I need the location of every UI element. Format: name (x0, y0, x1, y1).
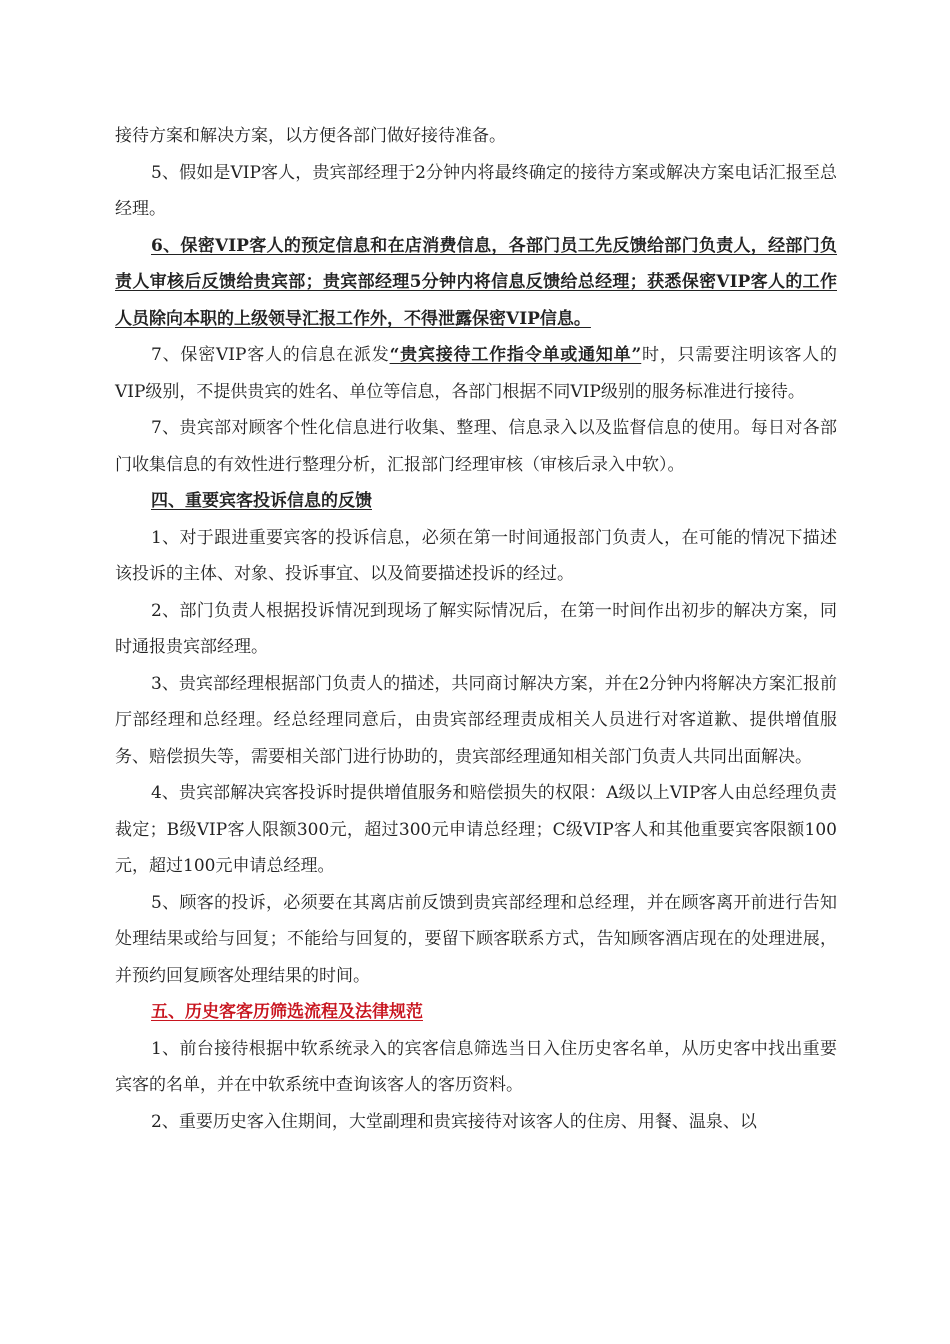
history-item-1: 1、前台接待根据中软系统录入的宾客信息筛选当日入住历史客名单，从历史客中找出重要宾客的名单，并在中软系统中查询该客人的客历资料。 (115, 1038, 837, 1095)
paragraph-item-7b: 7、贵宾部对顾客个性化信息进行收集、整理、信息录入以及监督信息的使用。每日对各部门收集信息的有效性进行整理分析，汇报部门经理审核（审核后录入中软）。 (115, 418, 837, 475)
history-item-2: 2、重要历史客入住期间，大堂副理和贵宾接待对该客人的住房、用餐、温泉、以 (151, 1111, 757, 1132)
complaint-item-4: 4、贵宾部解决宾客投诉时提供增值服务和赔偿损失的权限：A级以上VIP客人由总经理负责裁定；B级VIP客人限额300元，超过300元申请总经理；C级VIP客人和其他重要宾客限额100元，超过100元申请总经理。 (115, 783, 837, 876)
paragraph-item-6-highlight: 6、保密VIP客人的预定信息和在店消费信息，各部门员工先反馈给部门负责人，经部门负责人审核后反馈给贵宾部；贵宾部经理5分钟内将信息反馈给总经理；获悉保密VIP客人的工作人员除向本职的上级领导汇报工作外，不得泄露保密VIP信息。 (115, 235, 837, 329)
paragraph-item-7a-post: 时，只需要注明该客人的VIP级别，不提供贵宾的姓名、单位等信息，各部门根据不同VIP级别的服务标准进行接待。 (115, 345, 838, 402)
complaint-item-5: 5、顾客的投诉，必须要在其离店前反馈到贵宾部经理和总经理，并在顾客离开前进行告知处理结果或给与回复；不能给与回复的，要留下顾客联系方式，告知顾客酒店现在的处理进展，并预约回复顾客处理结果的时间。 (115, 892, 837, 986)
section-heading-4: 四、重要宾客投诉信息的反馈 (151, 491, 372, 511)
document-page (115, 118, 837, 1140)
paragraph-item-5: 5、假如是VIP客人，贵宾部经理于2分钟内将最终确定的接待方案或解决方案电话汇报至总经理。 (115, 162, 837, 219)
paragraph-item-7a (115, 337, 837, 410)
complaint-item-1: 1、对于跟进重要宾客的投诉信息，必须在第一时间通报部门负责人，在可能的情况下描述该投诉的主体、对象、投诉事宜、以及简要描述投诉的经过。 (115, 527, 837, 584)
paragraph-continuation: 接待方案和解决方案，以方便各部门做好接待准备。 (115, 126, 506, 146)
paragraph-item-7a-pre: 7、保密VIP客人的信息在派发 (151, 345, 390, 365)
complaint-item-3: 3、贵宾部经理根据部门负责人的描述，共同商讨解决方案，并在2分钟内将解决方案汇报前厅部经理和总经理。经总经理同意后，由贵宾部经理责成相关人员进行对客道歉、提供增值服务、赔偿损失等，需要相关部门进行协助的，贵宾部经理通知相关部门负责人共同出面解决。 (115, 673, 837, 767)
paragraph-item-7a-highlight: “贵宾接待工作指令单或通知单” (389, 345, 642, 365)
section-heading-5: 五、历史客客历筛选流程及法律规范 (151, 1002, 423, 1022)
complaint-item-2: 2、部门负责人根据投诉情况到现场了解实际情况后，在第一时间作出初步的解决方案，同时通报贵宾部经理。 (115, 600, 837, 657)
